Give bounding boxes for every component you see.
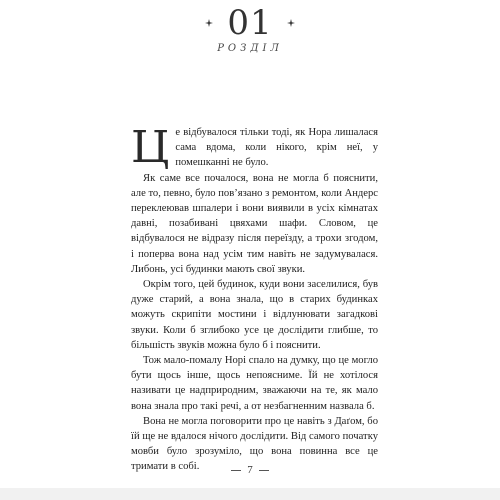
paragraph-3: Окрім того, цей будинок, куди вони заселилися, був дуже старий, а вона знала, що в старих будинках можуть скрипіти мостини і відлунювати загадкові звуки. Коли б зглибоко усе це дослідити глибше, то більшість звуків можна було б і пояснити. <box>131 279 378 351</box>
paragraph-1-text: е відбувалося тільки тоді, як Нора лишалася сама вдома, коли нікого, крім неї, у помешканні не було. <box>175 127 378 169</box>
folio-dash-right <box>259 470 269 471</box>
page-bottom-edge <box>0 488 500 500</box>
drop-cap-letter: Ц <box>131 122 170 173</box>
page-number: 7 <box>247 464 253 476</box>
page-footer <box>0 464 500 476</box>
chapter-body-text <box>131 122 378 475</box>
chapter-number: 01 <box>227 3 273 43</box>
paragraph-4: Тож мало-помалу Норі спало на думку, що це могло бути щось інше, щось непоясниме. Їй не хотілося називати це надприродним, зважаючи на те, як мало вона знала про такі речі, а от незбагненним назвала б. <box>131 355 378 412</box>
sparkle-star-icon-left <box>205 19 213 27</box>
chapter-number-row <box>0 4 500 42</box>
paragraph-1 <box>131 122 378 173</box>
chapter-header <box>0 4 500 54</box>
chapter-label: РОЗДІЛ <box>217 43 283 54</box>
paragraph-2: Як саме все почалося, вона не могла б пояснити, але то, певно, було пов’язано з ремонтом, коли Андерс переклеював шпалери і вони виявили в усіх кімнатах давні, позабивані цвяхами шафи. Словом, це відбувалося не відразу після переїзду, а трохи згодом, і поперва вона над усім тим навіть не задумувалася. Либонь, усі будинки мають свої звуки. <box>131 172 378 275</box>
paragraph-5: Вона не могла поговорити про це навіть з Даґом, бо їй ще не вдалося нічого дослідити. Від самого початку мовби було зрозуміло, що вона повинна все це тримати в собі. <box>131 415 378 473</box>
sparkle-star-icon-right <box>287 19 295 27</box>
folio-dash-left <box>231 470 241 471</box>
